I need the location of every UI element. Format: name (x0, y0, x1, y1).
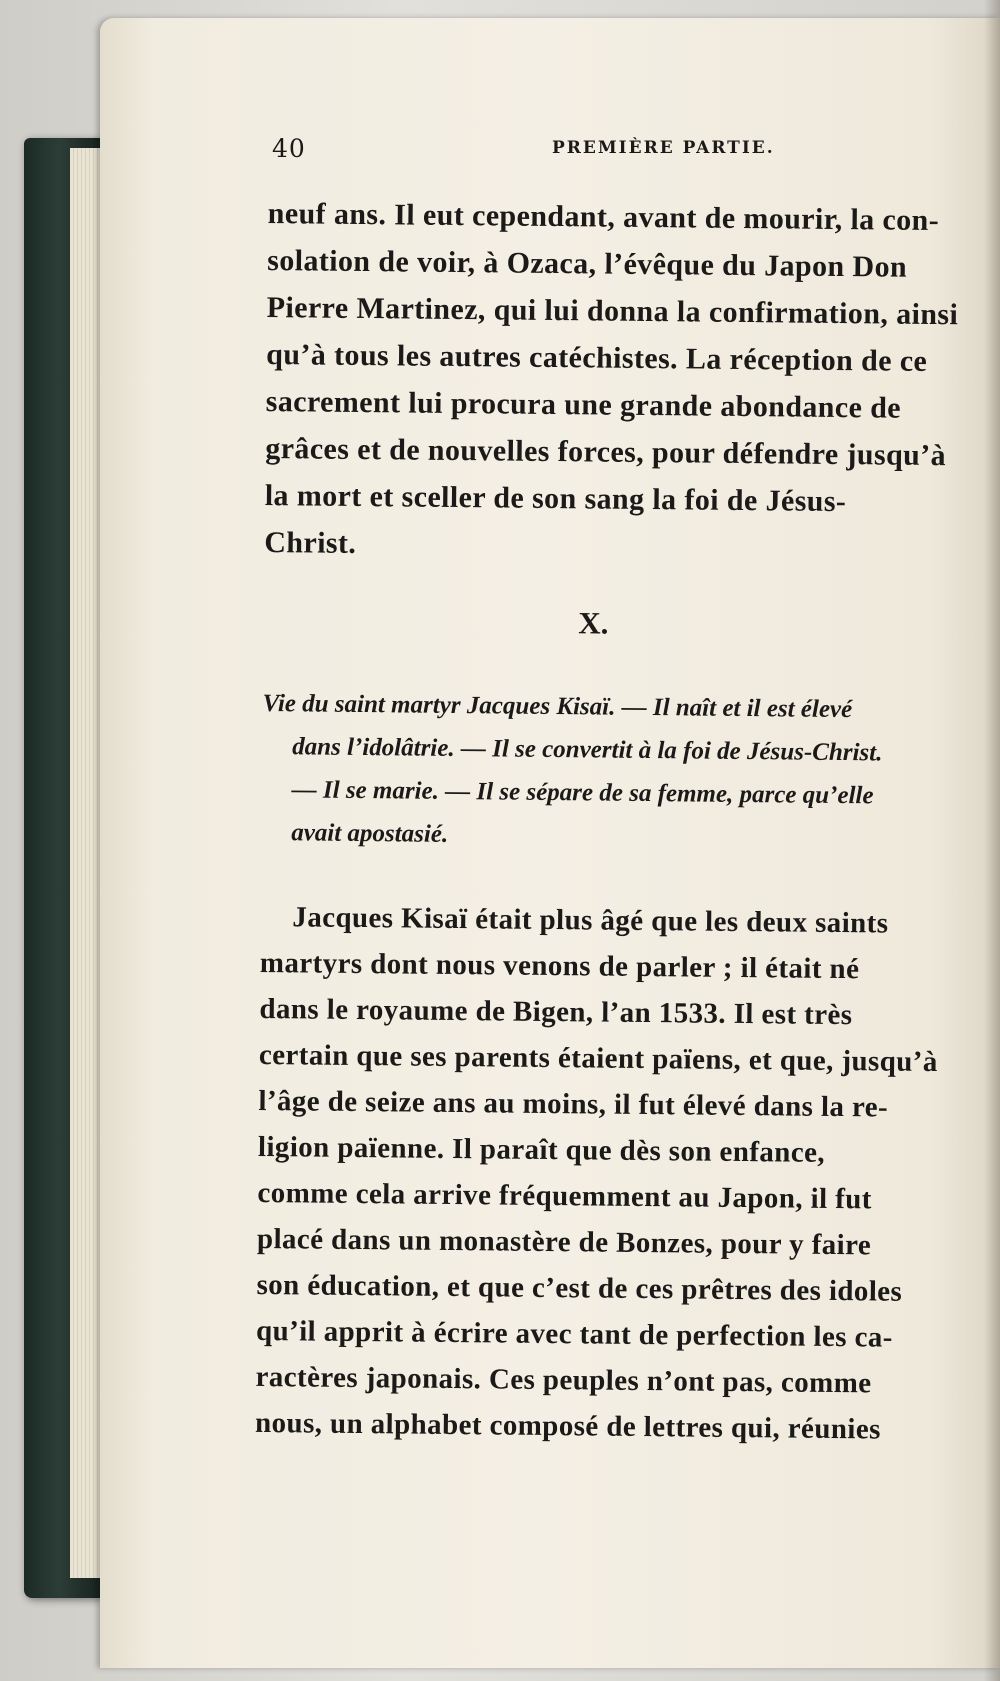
text-line: martyrs dont nous venons de parler ; il était né (259, 946, 860, 986)
text-line: dans le royaume de Bigen, l’an 1533. Il est très (259, 992, 853, 1032)
text-line: solation de voir, à Ozaca, l’évêque du Japon Don (267, 243, 908, 284)
text-line: qu’il apprit à écrire avec tant de perfection les ca- (255, 1314, 893, 1354)
text-line: comme cela arrive fréquemment au Japon, il fut (257, 1176, 873, 1216)
section-summary (261, 682, 963, 861)
page-text (255, 190, 968, 1453)
page-gutter-shadow (984, 0, 1000, 1681)
running-title: PREMIÈRE PARTIE. (552, 138, 775, 158)
text-line: Pierre Martinez, qui lui donna la confirmation, ainsi (266, 290, 959, 332)
summary-line: Vie du saint martyr Jacques Kisaï. — Il naît et il est élevé (262, 689, 853, 724)
text-line: son éducation, et que c’est de ces prêtres des idoles (256, 1268, 903, 1308)
text-line: sacrement lui procura une grande abondance de (265, 384, 902, 425)
text-line: Christ. (264, 525, 357, 560)
text-line: certain que ses parents étaient païens, et que, jusqu’à (258, 1038, 938, 1079)
summary-line: — Il se marie. — Il se sépare de sa femme, parce qu’elle (291, 776, 874, 810)
summary-line: avait apostasié. (291, 819, 449, 848)
text-line: ractères japonais. Ces peuples n’ont pas, comme (255, 1360, 872, 1400)
paragraph-body (255, 894, 961, 1453)
text-line: l’âge de seize ans au moins, il fut élevé dans la re- (258, 1084, 889, 1124)
text-line: ligion païenne. Il paraît que dès son enfance, (257, 1130, 826, 1169)
paragraph-continuation (264, 190, 968, 573)
page-number: 40 (272, 134, 306, 163)
section-heading: X. (578, 605, 609, 641)
text-line: placé dans un monastère de Bonzes, pour y faire (256, 1222, 872, 1262)
text-line: neuf ans. Il eut cependant, avant de mourir, la con- (267, 196, 940, 238)
text-line: la mort et sceller de son sang la foi de Jésus- (264, 478, 847, 519)
text-line: grâces et de nouvelles forces, pour défendre jusqu’à (265, 431, 947, 473)
text-line: Jacques Kisaï était plus âgé que les deux saints (292, 901, 889, 940)
text-line: qu’à tous les autres catéchistes. La réception de ce (266, 337, 928, 378)
running-head (272, 134, 952, 164)
summary-line: dans l’idolâtrie. — Il se convertit à la foi de Jésus-Christ. (292, 733, 883, 767)
text-line: nous, un alphabet composé de lettres qui, réunies (254, 1406, 881, 1446)
